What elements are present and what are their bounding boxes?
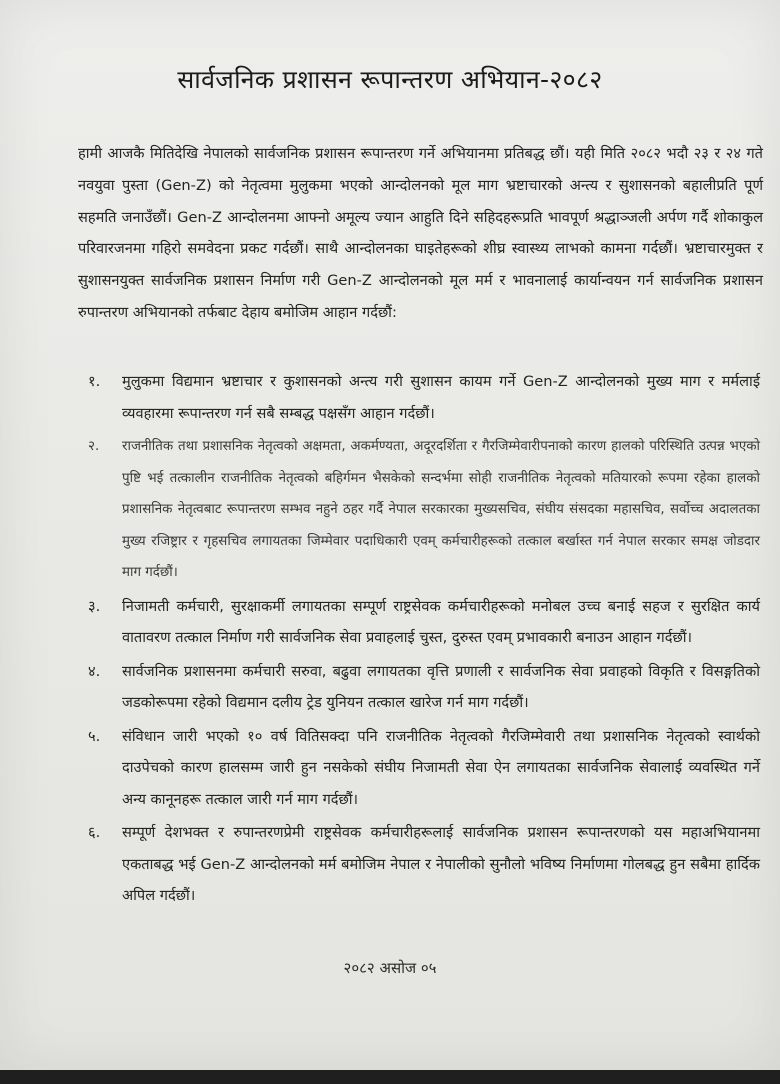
item-text: राजनीतिक तथा प्रशासनिक नेतृत्वको अक्षमता, अकर्मण्यता, अदूरदर्शिता र गैरजिम्मेवारीपनाको कारण हालको परिस्थिति उत्पन्न भएको पुष्टि भई तत्कालीन राजनीतिक नेतृत्वको बहिर्गमन भैसकेको सन्दर्भमा सोही राजनीतिक नेतृत्वको मतियारको रूपमा रहेका हालको प्रशासनिक नेतृत्वबाट रूपान्तरण सम्भव नहुने ठहर गर्दै नेपाल सरकारका मुख्यसचिव, संघीय संसदका महासचिव, सर्वोच्च अदालतका मुख्य रजिष्ट्रार र गृहसचिव लगायतका जिम्मेवार पदाधिकारी एवम् कर्मचारीहरूको तत्काल बर्खास्त गर्न नेपाल सरकार समक्ष जोडदार माग गर्दछौं। <box>122 439 760 580</box>
item-text: निजामती कर्मचारी, सुरक्षाकर्मी लगायतका सम्पूर्ण राष्ट्रसेवक कर्मचारीहरूको मनोबल उच्च बनाई सहज र सुरक्षित कार्य वातावरण तत्काल निर्माण गरी सार्वजनिक सेवा प्रवाहलाई चुस्त, दुरुस्त एवम् प्रभावकारी बनाउन आहान गर्दछौं। <box>122 597 760 646</box>
document-title: सार्वजनिक प्रशासन रूपान्तरण अभियान-२०८२ <box>177 65 603 94</box>
item-number: २. <box>88 439 100 454</box>
document-date: २०८२ असोज ०५ <box>343 959 437 977</box>
item-number: ५. <box>88 727 101 745</box>
demands-list <box>88 366 760 914</box>
list-item <box>88 591 760 654</box>
list-item <box>88 366 760 429</box>
list-item <box>88 431 760 589</box>
page-bottom-edge <box>0 1070 780 1084</box>
item-text: मुलुकमा विद्यमान भ्रष्टाचार र कुशासनको अन्त्य गरी सुशासन कायम गर्ने Gen-Z आन्दोलनको मुख्य माग र मर्मलाई व्यवहारमा रूपान्तरण गर्न सबै सम्बद्ध पक्षसँग आहान गर्दछौं। <box>122 373 760 422</box>
item-number: ३. <box>88 597 101 615</box>
item-text: संविधान जारी भएको १० वर्ष वितिसक्दा पनि राजनीतिक नेतृत्वको गैरजिम्मेवारी तथा प्रशासनिक नेतृत्वको स्वार्थको दाउपेचको कारण हालसम्म जारी हुन नसकेको संघीय निजामती सेवा ऐन लगायतका सार्वजनिक सेवालाई व्यवस्थित गर्ने अन्य कानूनहरू तत्काल जारी गर्न माग गर्दछौं। <box>122 727 760 808</box>
list-item <box>88 656 760 719</box>
item-number: ६. <box>88 824 101 841</box>
item-text: सार्वजनिक प्रशासनमा कर्मचारी सरुवा, बढुवा लगायतका वृत्ति प्रणाली र सार्वजनिक सेवा प्रवाहको विकृति र विसङ्गतिको जडकोरूपमा रहेको विद्यमान दलीय ट्रेड युनियन तत्काल खारेज गर्न माग गर्दछौं। <box>122 662 760 711</box>
item-number: १. <box>88 373 101 390</box>
list-item <box>88 721 760 816</box>
intro-paragraph: हामी आजकै मितिदेखि नेपालको सार्वजनिक प्रशासन रूपान्तरण गर्ने अभियानमा प्रतिबद्ध छौं। यही मिति २०८२ भदौ २३ र २४ गते नवयुवा पुस्ता (Gen-Z) को नेतृत्वमा मुलुकमा भएको आन्दोलनको मूल माग भ्रष्टाचारको अन्त्य र सुशासनको बहालीप्रति पूर्ण सहमति जनाउँछौं। Gen-Z आन्दोलनमा आफ्नो अमूल्य ज्यान आहुति दिने सहिदहरूप्रति भावपूर्ण श्रद्धाञ्जली अर्पण गर्दै शोकाकुल परिवारजनमा गहिरो समवेदना प्रकट गर्दछौं। साथै आन्दोलनका घाइतेहरूको शीघ्र स्वास्थ्य लाभको कामना गर्दछौं। भ्रष्टाचारमुक्त र सुशासनयुक्त सार्वजनिक प्रशासन निर्माण गरी Gen-Z आन्दोलनको मूल मर्म र भावनालाई कार्यान्वयन गर्न सार्वजनिक प्रशासन रुपान्तरण अभियानको तर्फबाट देहाय बमोजिम आहान गर्दछौं: <box>78 145 763 321</box>
item-text: सम्पूर्ण देशभक्त र रुपान्तरणप्रेमी राष्ट्रसेवक कर्मचारीहरूलाई सार्वजनिक प्रशासन रूपान्तरणको यस महाअभियानमा एकताबद्ध भई Gen-Z आन्दोलनको मर्म बमोजिम नेपाल र नेपालीको सुनौलो भविष्य निर्माणमा गोलबद्ध हुन सबैमा हार्दिक अपिल गर्दछौं। <box>122 824 760 904</box>
list-item <box>88 817 760 912</box>
item-number: ४. <box>88 662 101 680</box>
